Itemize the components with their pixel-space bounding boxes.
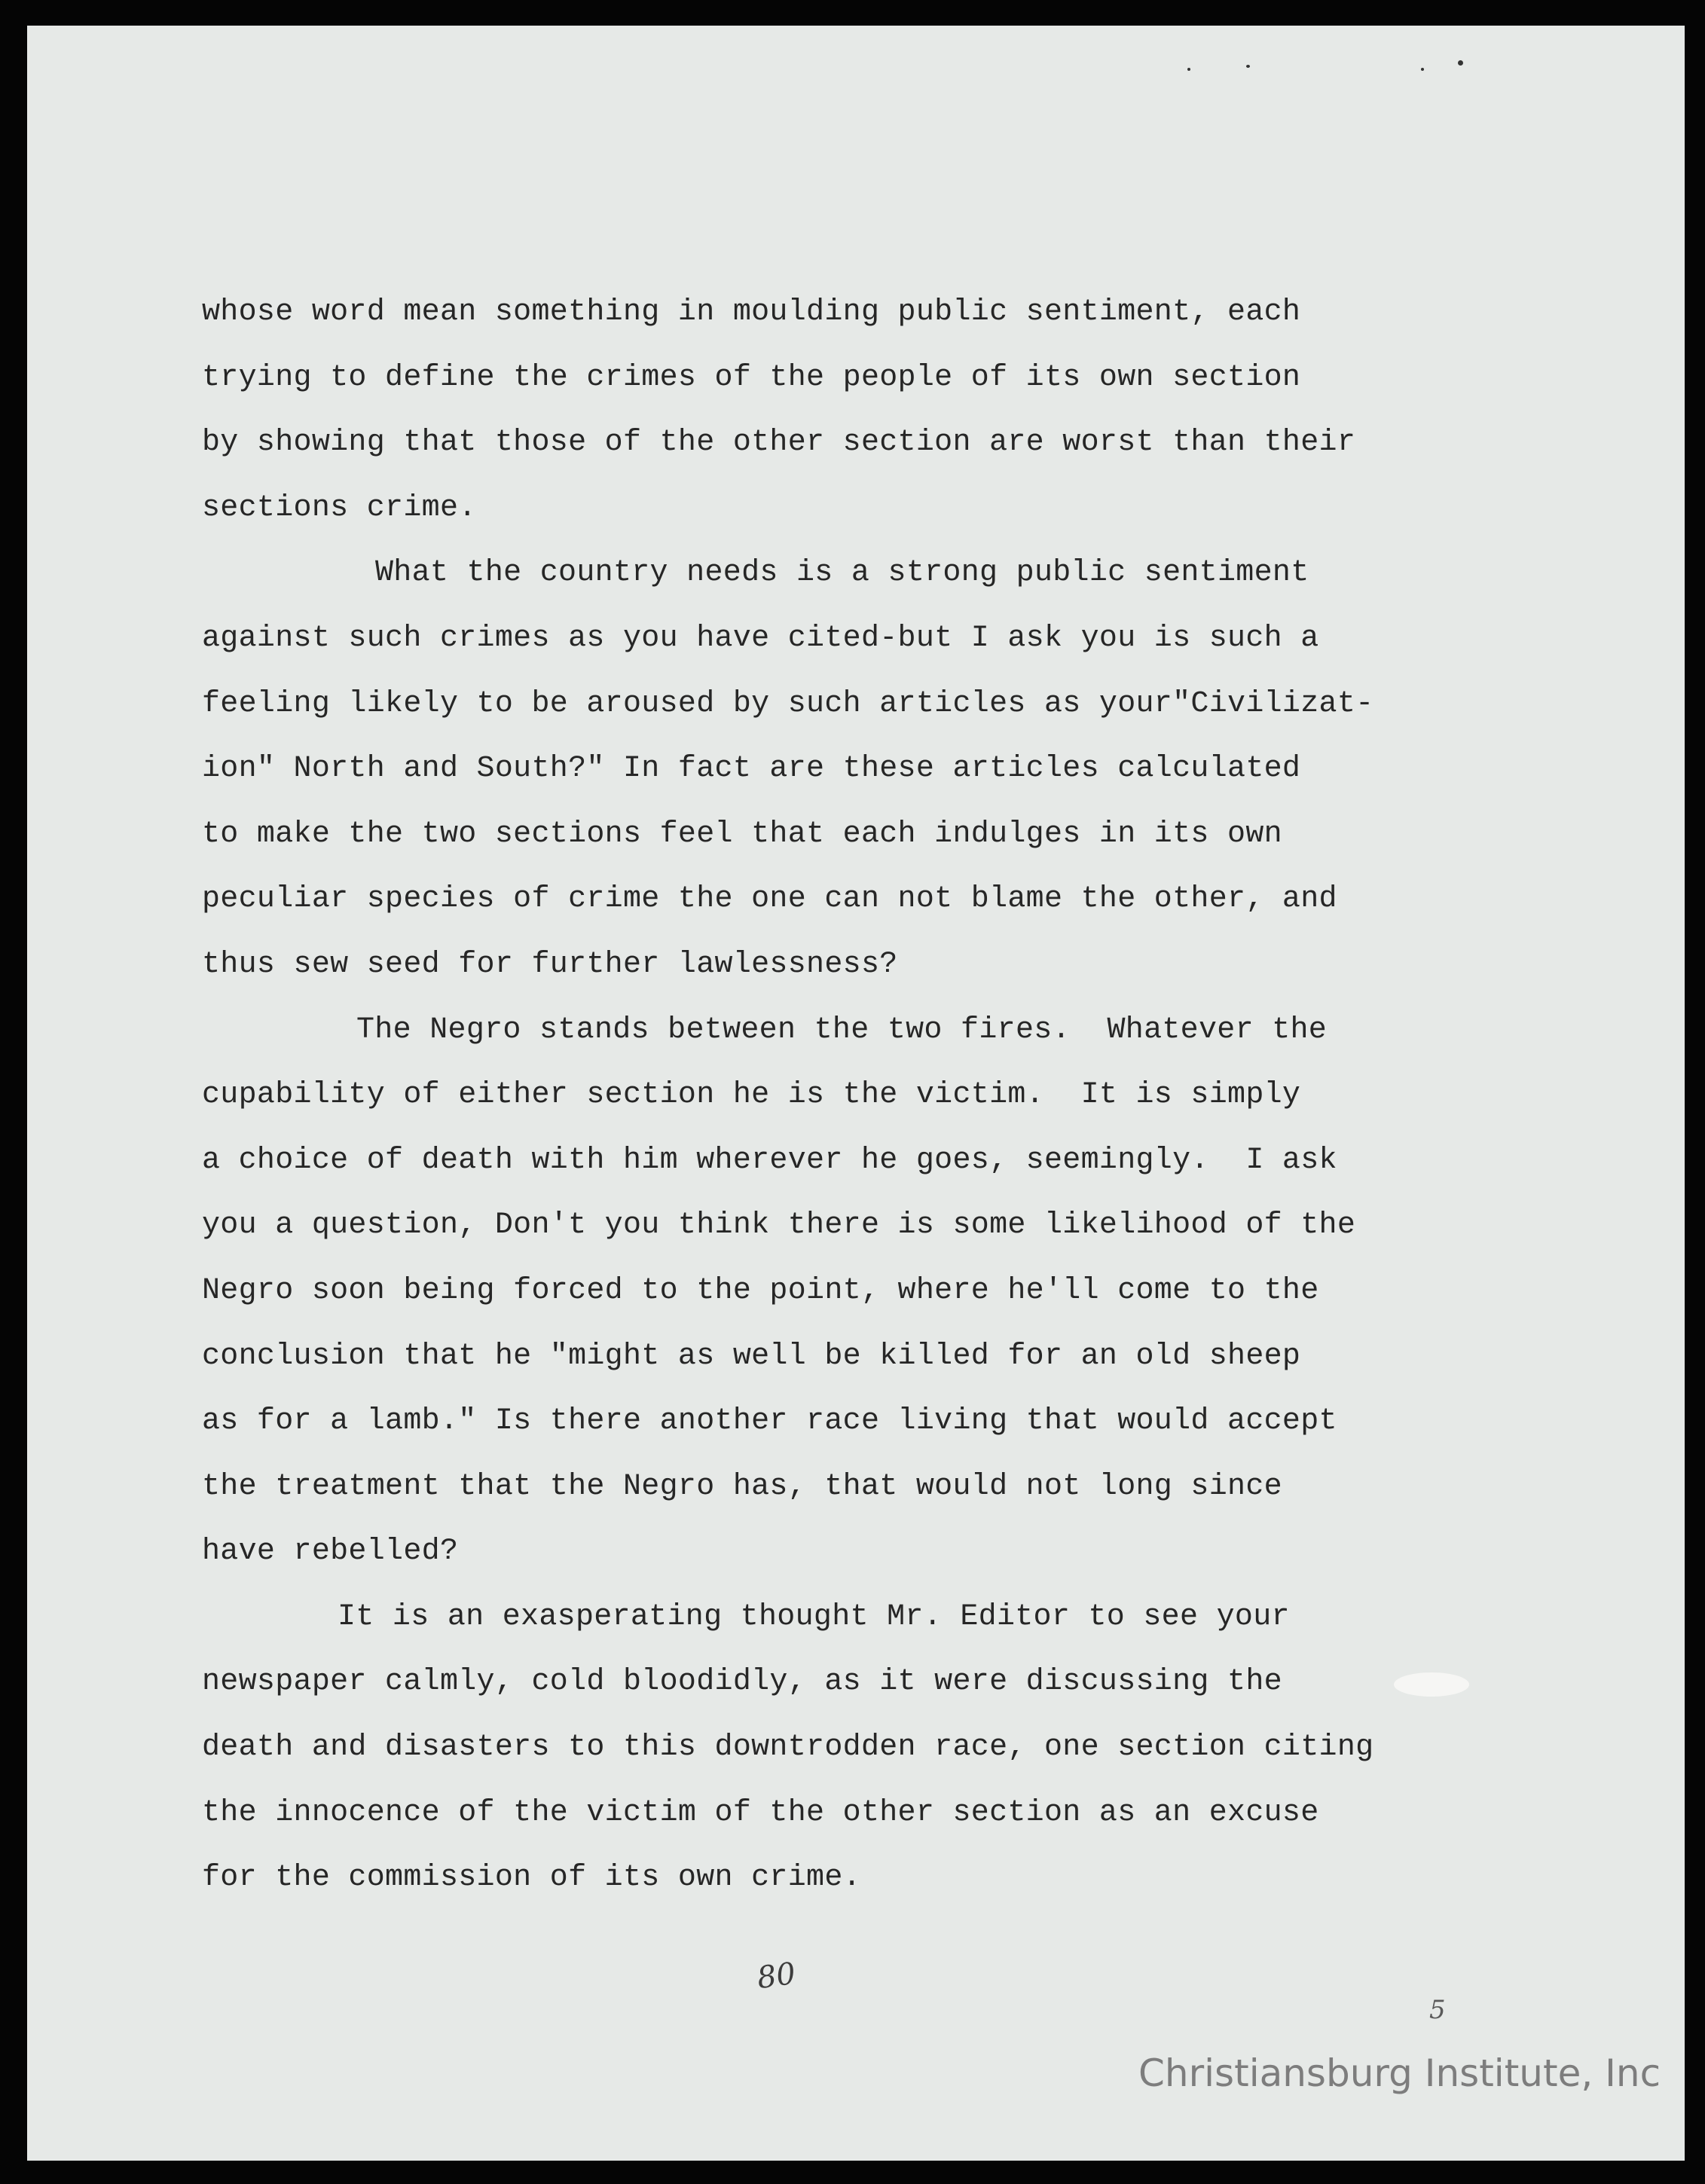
text-line: have rebelled? <box>202 1535 459 1569</box>
text-line: conclusion that he "might as well be killed for an old sheep <box>202 1339 1301 1373</box>
ink-speck <box>1458 60 1463 66</box>
handwritten-page-number: 80 <box>755 1956 798 1996</box>
paragraph-start-line: It is an exasperating thought Mr. Editor to see your <box>338 1599 1290 1634</box>
text-line: feeling likely to be aroused by such articles as your"Civilizat- <box>202 686 1374 721</box>
text-line: thus sew seed for further lawlessness? <box>202 947 898 982</box>
text-line: whose word mean something in moulding public sentiment, each <box>202 295 1301 329</box>
ink-speck <box>1187 68 1190 71</box>
correction-smudge <box>1394 1672 1469 1697</box>
text-line: newspaper calmly, cold bloodidly, as it were discussing the <box>202 1665 1282 1700</box>
text-line: cupability of either section he is the victim. It is simply <box>202 1078 1301 1113</box>
text-line: the treatment that the Negro has, that would not long since <box>202 1469 1282 1504</box>
text-line: peculiar species of crime the one can not blame the other, and <box>202 882 1337 917</box>
typed-text-block <box>202 280 1558 1911</box>
paragraph-start-line: What the country needs is a strong public sentiment <box>375 556 1309 591</box>
paragraph-start-line: The Negro stands between the two fires. Whatever the <box>356 1013 1328 1047</box>
text-line: to make the two sections feel that each indulges in its own <box>202 817 1282 851</box>
ink-speck <box>1421 68 1424 71</box>
text-line: trying to define the crimes of the people of its own section <box>202 360 1301 395</box>
text-line: for the commission of its own crime. <box>202 1861 861 1895</box>
ink-speck <box>1246 65 1250 68</box>
text-line: ion" North and South?" In fact are these articles calculated <box>202 752 1301 787</box>
text-line: as for a lamb." Is there another race living that would accept <box>202 1404 1337 1439</box>
text-line: sections crime. <box>202 490 477 525</box>
text-line: against such crimes as you have cited-but I ask you is such a <box>202 621 1319 655</box>
text-line: a choice of death with him wherever he goes, seemingly. I ask <box>202 1143 1337 1178</box>
text-line: by showing that those of the other section are worst than their <box>202 426 1356 460</box>
text-line: the innocence of the victim of the other section as an excuse <box>202 1795 1319 1830</box>
watermark: Christiansburg Institute, Inc <box>1138 2051 1661 2095</box>
text-line: you a question, Don't you think there is some likelihood of the <box>202 1208 1356 1243</box>
text-line: Negro soon being forced to the point, where he'll come to the <box>202 1273 1319 1308</box>
handwritten-corner-mark: 5 <box>1429 1995 1446 2025</box>
text-line: death and disasters to this downtrodden race, one section citing <box>202 1730 1374 1765</box>
